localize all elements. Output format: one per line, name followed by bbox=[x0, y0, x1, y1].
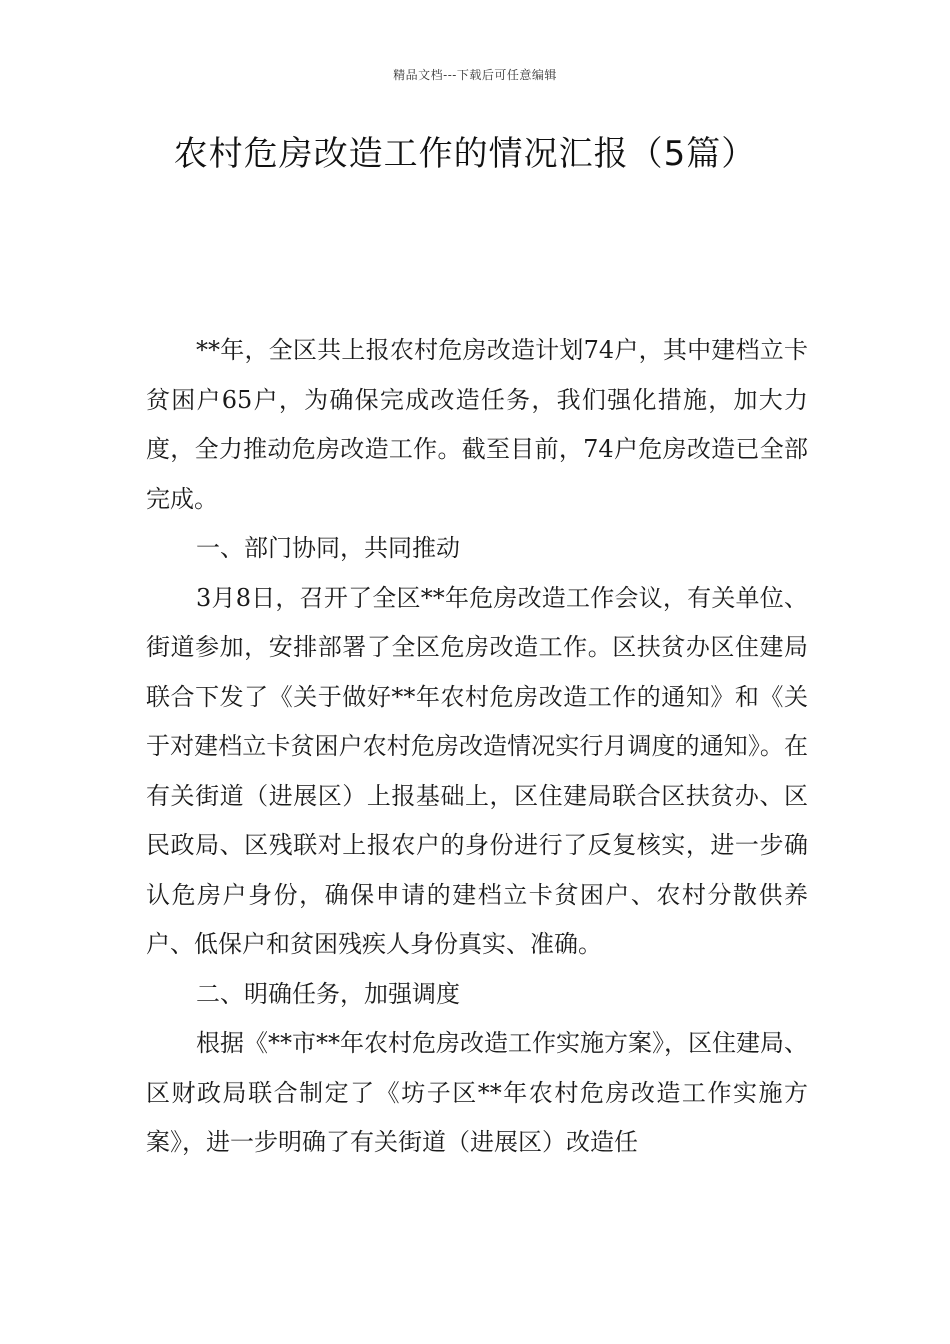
header-note: 精品文档---下载后可任意编辑 bbox=[393, 68, 557, 82]
paragraph-section-1: 3月8日，召开了全区**年危房改造工作会议，有关单位、街道参加，安排部署了全区危房改造工作。区扶贫办区住建局联合下发了《关于做好**年农村危房改造工作的通知》和《关于对建档立卡贫困户农村危房改造情况实行月调度的通知》。在有关街道（进展区）上报基础上，区住建局联合区扶贫办、区民政局、区残联对上报农户的身份进行了反复核实，进一步确认危房户身份，确保申请的建档立卡贫困户、农村分散供养户、低保户和贫困残疾人身份真实、准确。 bbox=[146, 583, 808, 958]
section-heading-2: 二、明确任务，加强调度 bbox=[196, 979, 460, 1008]
paragraph-section-2: 根据《**市**年农村危房改造工作实施方案》，区住建局、区财政局联合制定了《坊子区**年农村危房改造工作实施方案》，进一步明确了有关街道（进展区）改造任 bbox=[146, 1029, 808, 1156]
paragraph-intro: **年，全区共上报农村危房改造计划74户，其中建档立卡贫困户65户，为确保完成改造任务，我们强化措施，加大力度，全力推动危房改造工作。截至目前，74户危房改造已全部完成。 bbox=[146, 336, 808, 513]
document-title: 农村危房改造工作的情况汇报（5篇） bbox=[173, 134, 757, 174]
document-body bbox=[146, 326, 808, 1168]
section-heading-1: 一、部门协同，共同推动 bbox=[196, 534, 460, 562]
